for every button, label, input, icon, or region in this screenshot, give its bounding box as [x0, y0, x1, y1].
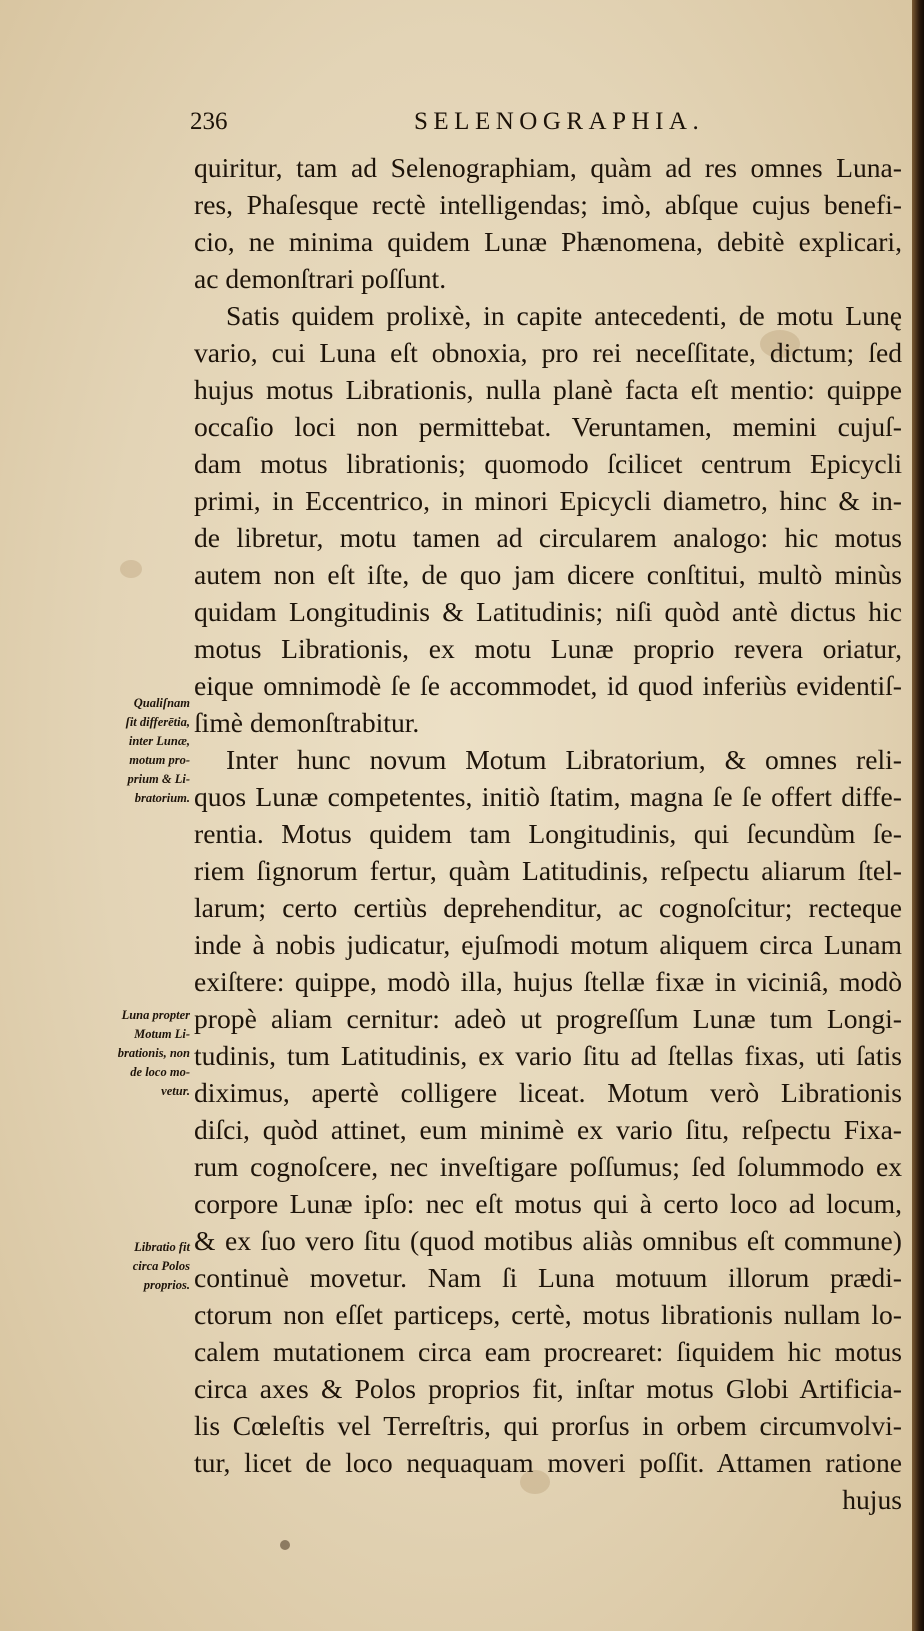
text-line: inde à nobis judicatur, ejuſmodi motum aliquem circa Lunam	[194, 929, 902, 960]
text-line: quidam Longitudinis & Latitudinis; niſi quòd antè dictus hic	[194, 596, 902, 627]
text-line: dam motus librationis; quomodo ſcilicet centrum Epicycli	[194, 448, 902, 479]
text-line: calem mutationem circa eam procrearet: ſiquidem hic motus	[194, 1336, 902, 1367]
page-number: 236	[190, 108, 228, 135]
text-line: res, Phaſesque rectè intelligendas; imò, abſque cujus benefi-	[194, 189, 902, 220]
text-line: rum cognoſcere, nec inveſtigare poſſumus; ſed ſolummodo ex	[194, 1151, 902, 1182]
margin-note: Luna propter Motum Li- brationis, non de loco mo- vetur.	[117, 1008, 190, 1098]
page-header	[0, 108, 912, 138]
margin-note: Qualiſnam ſit differētia, inter Lunæ, motum pro- prium & Li- bratorium.	[125, 696, 190, 805]
text-line: tur, licet de loco nequaquam moveri poſſit. Attamen ratione	[194, 1447, 902, 1478]
text-line: diximus, apertè colligere liceat. Motum verò Librationis	[194, 1077, 902, 1108]
text-line: rentia. Motus quidem tam Longitudinis, qui ſecundùm ſe-	[194, 818, 902, 849]
text-line: autem non eſt iſte, de quo jam dicere conſtitui, multò minùs	[194, 559, 902, 590]
text-line: exiſtere: quippe, modò illa, hujus ſtellæ fixæ in viciniâ, modò	[194, 966, 902, 997]
text-line: de libretur, motu tamen ad circularem analogo: hic motus	[194, 522, 902, 553]
text-line: propè aliam cernitur: adeò ut progreſſum Lunæ tum Longi-	[194, 1003, 902, 1034]
text-line: tudinis, tum Latitudinis, ex vario ſitu ad ſtellas fixas, uti ſatis	[194, 1040, 902, 1071]
text-line: quiritur, tam ad Selenographiam, quàm ad res omnes Luna-	[194, 152, 902, 183]
text-line: hujus motus Librationis, nulla planè facta eſt mentio: quippe	[194, 374, 902, 405]
catchword: hujus	[842, 1484, 902, 1515]
text-line: circa axes & Polos proprios fit, inſtar motus Globi Artificia-	[194, 1373, 902, 1404]
page-edge	[912, 0, 924, 1631]
text-line: cio, ne minima quidem Lunæ Phænomena, debitè explicari,	[194, 226, 902, 257]
text-line: ſimè demonſtrabitur.	[194, 707, 420, 738]
text-line: Inter hunc novum Motum Libratorium, & omnes reli-	[226, 744, 902, 775]
text-line: lis Cœleſtis vel Terreſtris, qui prorſus in orbem circumvolvi-	[194, 1410, 902, 1441]
text-line: continuè movetur. Nam ſi Luna motuum illorum prædi-	[194, 1262, 902, 1293]
running-head: SELENOGRAPHIA.	[414, 108, 705, 135]
text-line: & ex ſuo vero ſitu (quod motibus aliàs omnibus eſt commune)	[194, 1225, 902, 1256]
text-line: larum; certo certiùs deprehenditur, ac cognoſcitur; recteque	[194, 892, 902, 923]
text-line: riem ſignorum fertur, quàm Latitudinis, reſpectu aliarum ſtel-	[194, 855, 902, 886]
text-line: quos Lunæ competentes, initiò ſtatim, magna ſe ſe offert diffe-	[194, 781, 902, 812]
text-line: eique omnimodè ſe ſe accommodet, id quod inferiùs evidentiſ-	[194, 670, 902, 701]
text-line: Satis quidem prolixè, in capite antecedenti, de motu Lunę	[226, 300, 902, 331]
text-line: diſci, quòd attinet, eum minimè ex vario ſitu, reſpectu Fixa-	[194, 1114, 902, 1145]
text-line: occaſio loci non permittebat. Veruntamen, memini cujuſ-	[194, 411, 902, 442]
text-line: ac demonſtrari poſſunt.	[194, 263, 447, 294]
margin-note: Libratio fit circa Polos proprios.	[132, 1240, 190, 1292]
text-line: corpore Lunæ ipſo: nec eſt motus qui à certo loco ad locum,	[194, 1188, 902, 1219]
body-text	[194, 149, 902, 1518]
text-line: motus Librationis, ex motu Lunæ proprio revera oriatur,	[194, 633, 902, 664]
text-line: primi, in Eccentrico, in minori Epicycli diametro, hinc & in-	[194, 485, 902, 516]
text-line: ctorum non eſſet particeps, certè, motus librationis nullam lo-	[194, 1299, 902, 1330]
text-line: vario, cui Luna eſt obnoxia, pro rei neceſſitate, dictum; ſed	[194, 337, 902, 368]
